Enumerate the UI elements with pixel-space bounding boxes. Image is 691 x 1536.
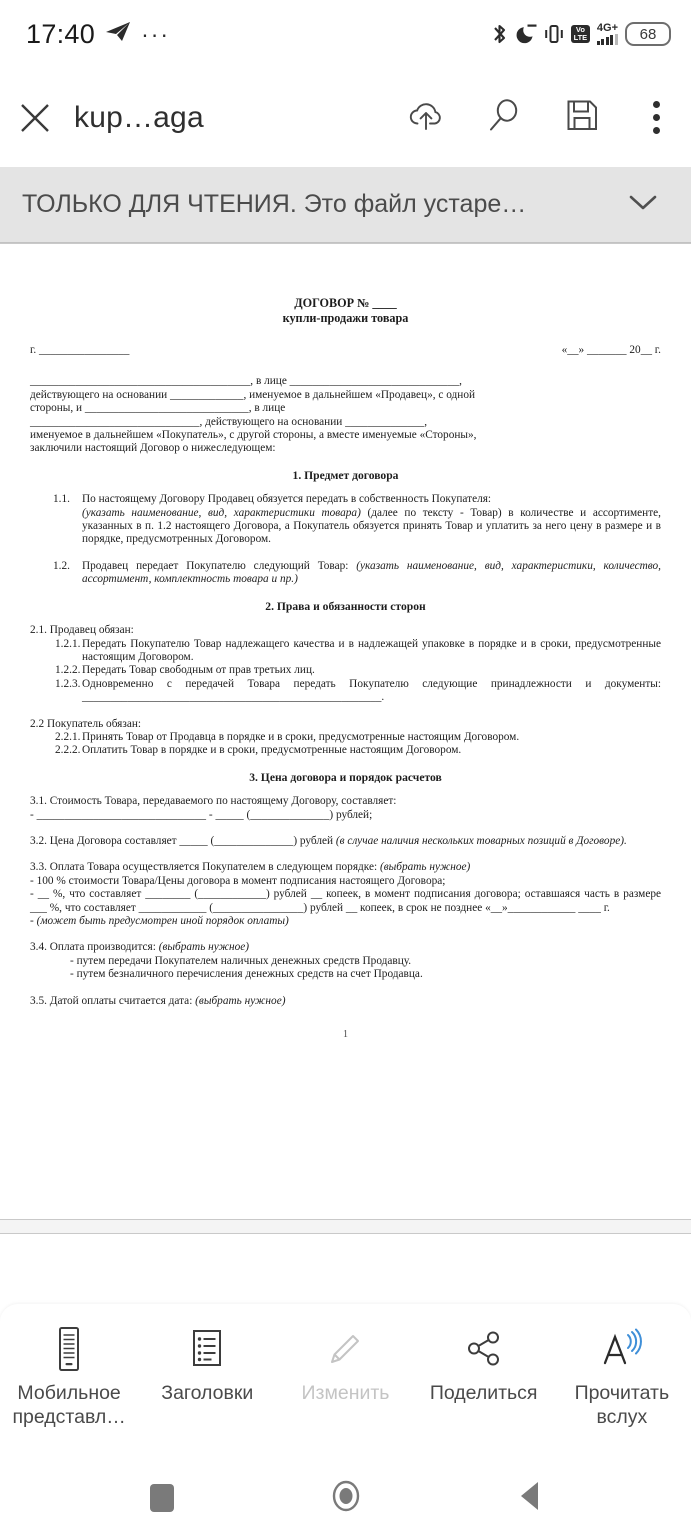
- preamble-line-5: именуемое в дальнейшем «Покупатель», с другой стороны, а вместе именуемые «Стороны»,: [30, 429, 477, 442]
- signal-strength-icon: [597, 23, 618, 45]
- buyer-duties-title: 2.2 Покупатель обязан:: [30, 717, 142, 730]
- mobile-view-label: Мобильное представл…: [12, 1382, 126, 1428]
- document-title: kup…aga: [74, 100, 204, 134]
- clause-3-1-line-1: 3.1. Стоимость Товара, передаваемого по настоящему Договору, составляет:: [30, 795, 397, 808]
- clause-1-2-2-number: 1.2.2.: [55, 664, 81, 677]
- clause-1-2-2: [30, 664, 661, 677]
- preamble-line-6: заключили настоящий Договор о нижеследующем:: [30, 442, 276, 455]
- telegram-icon: [105, 21, 131, 48]
- status-clock: 17:40: [26, 18, 96, 49]
- clause-3-5-text: 3.5. Датой оплаты считается дата:: [30, 994, 193, 1007]
- vibrate-icon: [544, 23, 564, 45]
- chevron-down-icon: [627, 192, 659, 217]
- clause-2-2-2-number: 2.2.2.: [55, 744, 81, 757]
- preamble-line-3: стороны, и _____________________________, в лице: [30, 402, 286, 415]
- read-aloud-button[interactable]: [553, 1326, 691, 1429]
- clause-3-3-hint-2: - (может быть предусмотрен иной порядок оплаты): [30, 915, 289, 927]
- cloud-upload-button[interactable]: [387, 68, 465, 167]
- seller-duties-title: 2.1. Продавец обязан:: [30, 624, 134, 637]
- bluetooth-icon: [491, 22, 508, 46]
- clause-1-2-3-number: 1.2.3.: [55, 677, 81, 690]
- clause-1-2-3-text: Одновременно с передачей Товара передать Покупателю следующие принадлежности и документы: _____________________________________________________.: [82, 677, 661, 704]
- clause-1-1-text-b: (далее по тексту - Товар) в количестве и ассортименте, указанных в п. 1.2 настоящего Договора, а Покупатель обязуется принять Товар и уплатить за него цену в размере и в порядке, предусмотренных Договором.: [82, 506, 662, 546]
- contract-date: «__» _______ 20__ г.: [561, 344, 661, 356]
- signal-bars: [597, 34, 618, 45]
- clause-1-1: [30, 493, 661, 547]
- clause-2-2-2-text: Оплатить Товар в порядке и в сроки, предусмотренные настоящим Договором.: [82, 744, 462, 757]
- back-triangle-icon: [515, 1478, 545, 1519]
- share-icon: [463, 1326, 505, 1372]
- share-label: Поделиться: [429, 1382, 538, 1404]
- share-button[interactable]: [415, 1326, 553, 1405]
- bottom-action-bar: [0, 1304, 691, 1460]
- clause-3-5-hint: (выбрать нужное): [195, 994, 286, 1007]
- close-button[interactable]: [0, 68, 70, 167]
- document-page-2: [0, 1233, 691, 1304]
- edit-label: Изменить: [301, 1382, 390, 1404]
- clause-2-2-1-text: Принять Товар от Продавца в порядке и в сроки, предусмотренные настоящим Договором.: [82, 730, 520, 743]
- save-button[interactable]: [543, 68, 621, 167]
- clause-1-2-2-text: Передать Товар свободным от прав третьих лиц.: [82, 664, 315, 677]
- contract-title-line-2: купли-продажи товара: [282, 311, 409, 325]
- headings-button[interactable]: [138, 1326, 276, 1405]
- home-circle-icon: [328, 1475, 364, 1522]
- mobile-view-button[interactable]: [0, 1326, 138, 1429]
- clause-3-3-hint-1: (выбрать нужное): [379, 861, 471, 874]
- section-2-heading: 2. Права и обязанности сторон: [265, 599, 426, 613]
- clause-3-3-option-3: [30, 915, 661, 928]
- overflow-menu-button[interactable]: [621, 68, 691, 167]
- clause-3-4-text: 3.4. Оплата производится:: [30, 941, 156, 954]
- status-bar: [0, 0, 691, 68]
- app-toolbar: [0, 68, 691, 167]
- pencil-edit-icon: [324, 1326, 366, 1372]
- read-only-banner-text: ТОЛЬКО ДЛЯ ЧТЕНИЯ. Это файл устаре…: [22, 190, 527, 218]
- status-bar-left: [26, 19, 170, 50]
- banner-expand-button[interactable]: [621, 183, 665, 227]
- clause-1-2-number: 1.2.: [53, 559, 70, 572]
- clause-3-1-line-2: - ______________________________ - _____ (______________) рублей;: [30, 808, 373, 821]
- read-aloud-label: Прочитать вслух: [574, 1382, 670, 1428]
- read-aloud-icon: [599, 1326, 645, 1372]
- section-1-heading: 1. Предмет договора: [292, 468, 399, 482]
- clause-1-2-1: [30, 638, 661, 665]
- cloud-upload-icon: [405, 96, 447, 139]
- clause-1-1-text-a: По настоящему Договору Продавец обязуется передать в собственность Покупателя:: [82, 493, 492, 506]
- notification-more-icon: ···: [141, 21, 171, 47]
- search-button[interactable]: [465, 68, 543, 167]
- do-not-disturb-moon-icon: [515, 23, 537, 45]
- edit-button[interactable]: [276, 1326, 414, 1405]
- volte-icon: [571, 25, 590, 43]
- clause-2-2-2: [30, 744, 661, 757]
- headings-list-icon: [188, 1326, 226, 1372]
- clause-3-3-option-1: - 100 % стоимости Товара/Цены договора в момент подписания настоящего Договора;: [30, 874, 446, 887]
- clause-3-4-hint: (выбрать нужное): [158, 941, 250, 954]
- home-button[interactable]: [316, 1468, 376, 1528]
- clause-1-2-text: [82, 560, 661, 587]
- back-button[interactable]: [500, 1468, 560, 1528]
- section-3-heading: 3. Цена договора и порядок расчетов: [249, 770, 442, 784]
- recents-button[interactable]: [132, 1468, 192, 1528]
- mobile-view-icon: [52, 1326, 86, 1372]
- clause-3-3-option-2: - __ %, что составляет ________ (____________) рублей __ копеек, в момент подписания договора; оставшаяся часть в размере ___ %, что составляет ____________ (________________) рублей __ копеек, в срок не позднее «__»____________ ____ г.: [30, 888, 661, 914]
- document-viewer[interactable]: [0, 243, 691, 1304]
- clause-3-3-line-1: [30, 861, 661, 874]
- clause-1-2-3: [30, 678, 661, 705]
- kebab-menu-icon: [653, 101, 660, 134]
- read-only-banner[interactable]: [0, 167, 691, 243]
- clause-3-2: [30, 835, 661, 848]
- clause-3-4-option-1: - путем передачи Покупателем наличных денежных средств Продавцу.: [70, 954, 412, 967]
- battery-indicator: 68: [625, 22, 671, 46]
- preamble-line-2: действующего на основании _____________, именуемое в дальнейшем «Продавец», с одной: [30, 388, 476, 401]
- clause-1-2-hint: (указать наименование, вид, характеристики, количество, ассортимент, комплектность товара и пр.): [82, 559, 661, 586]
- clause-3-2-text: 3.2. Цена Договора составляет _____ (______________) рублей: [30, 834, 334, 847]
- clause-2-2-1-number: 2.2.1.: [55, 730, 81, 743]
- preamble-line-4: ______________________________, действующего на основании ______________,: [30, 415, 428, 428]
- clause-3-5: [30, 995, 661, 1008]
- clause-1-1-number: 1.1.: [53, 493, 70, 506]
- android-navigation-bar: [0, 1460, 691, 1536]
- contract-city: г. ________________: [30, 344, 130, 356]
- document-page-1: [0, 243, 691, 1220]
- clause-1-2: [30, 560, 661, 587]
- preamble-line-1: _______________________________________, в лице ______________________________,: [30, 375, 462, 388]
- page-number: 1: [343, 1029, 348, 1041]
- contract-title-line-1: ДОГОВОР № ____: [294, 296, 397, 310]
- clause-3-2-hint: (в случае наличия нескольких товарных позиций в Договоре).: [335, 834, 627, 847]
- page-separator: [0, 1220, 691, 1233]
- status-bar-right: [491, 22, 671, 46]
- clause-3-4: [30, 941, 661, 954]
- volte-line-2: LTE: [573, 33, 588, 42]
- save-floppy-icon: [563, 96, 601, 139]
- headings-label: Заголовки: [161, 1382, 254, 1404]
- clause-3-4-option-2: - путем безналичного перечисления денежных средств на счет Продавца.: [70, 968, 423, 981]
- search-icon: [485, 96, 523, 139]
- recents-square-icon: [150, 1484, 174, 1512]
- clause-1-2-text-a: Продавец передает Покупателю следующий Товар:: [82, 559, 349, 572]
- clause-1-2-1-text: Передать Покупателю Товар надлежащего качества и в надлежащей упаковке в порядке и в сроки, предусмотренные настоящим Договором.: [82, 637, 661, 663]
- clause-1-1-hint: (указать наименование, вид, характеристики товара): [82, 506, 361, 519]
- network-type-label: 4G+: [596, 22, 618, 34]
- contract-place-date-row: [30, 344, 661, 357]
- clause-3-3-text: 3.3. Оплата Товара осуществляется Покупателем в следующем порядке:: [30, 861, 378, 874]
- volte-line-1: Vo: [575, 25, 585, 34]
- clause-1-2-1-number: 1.2.1.: [55, 637, 81, 650]
- clause-1-1-text: [82, 493, 661, 547]
- clause-2-2-1: [30, 731, 661, 744]
